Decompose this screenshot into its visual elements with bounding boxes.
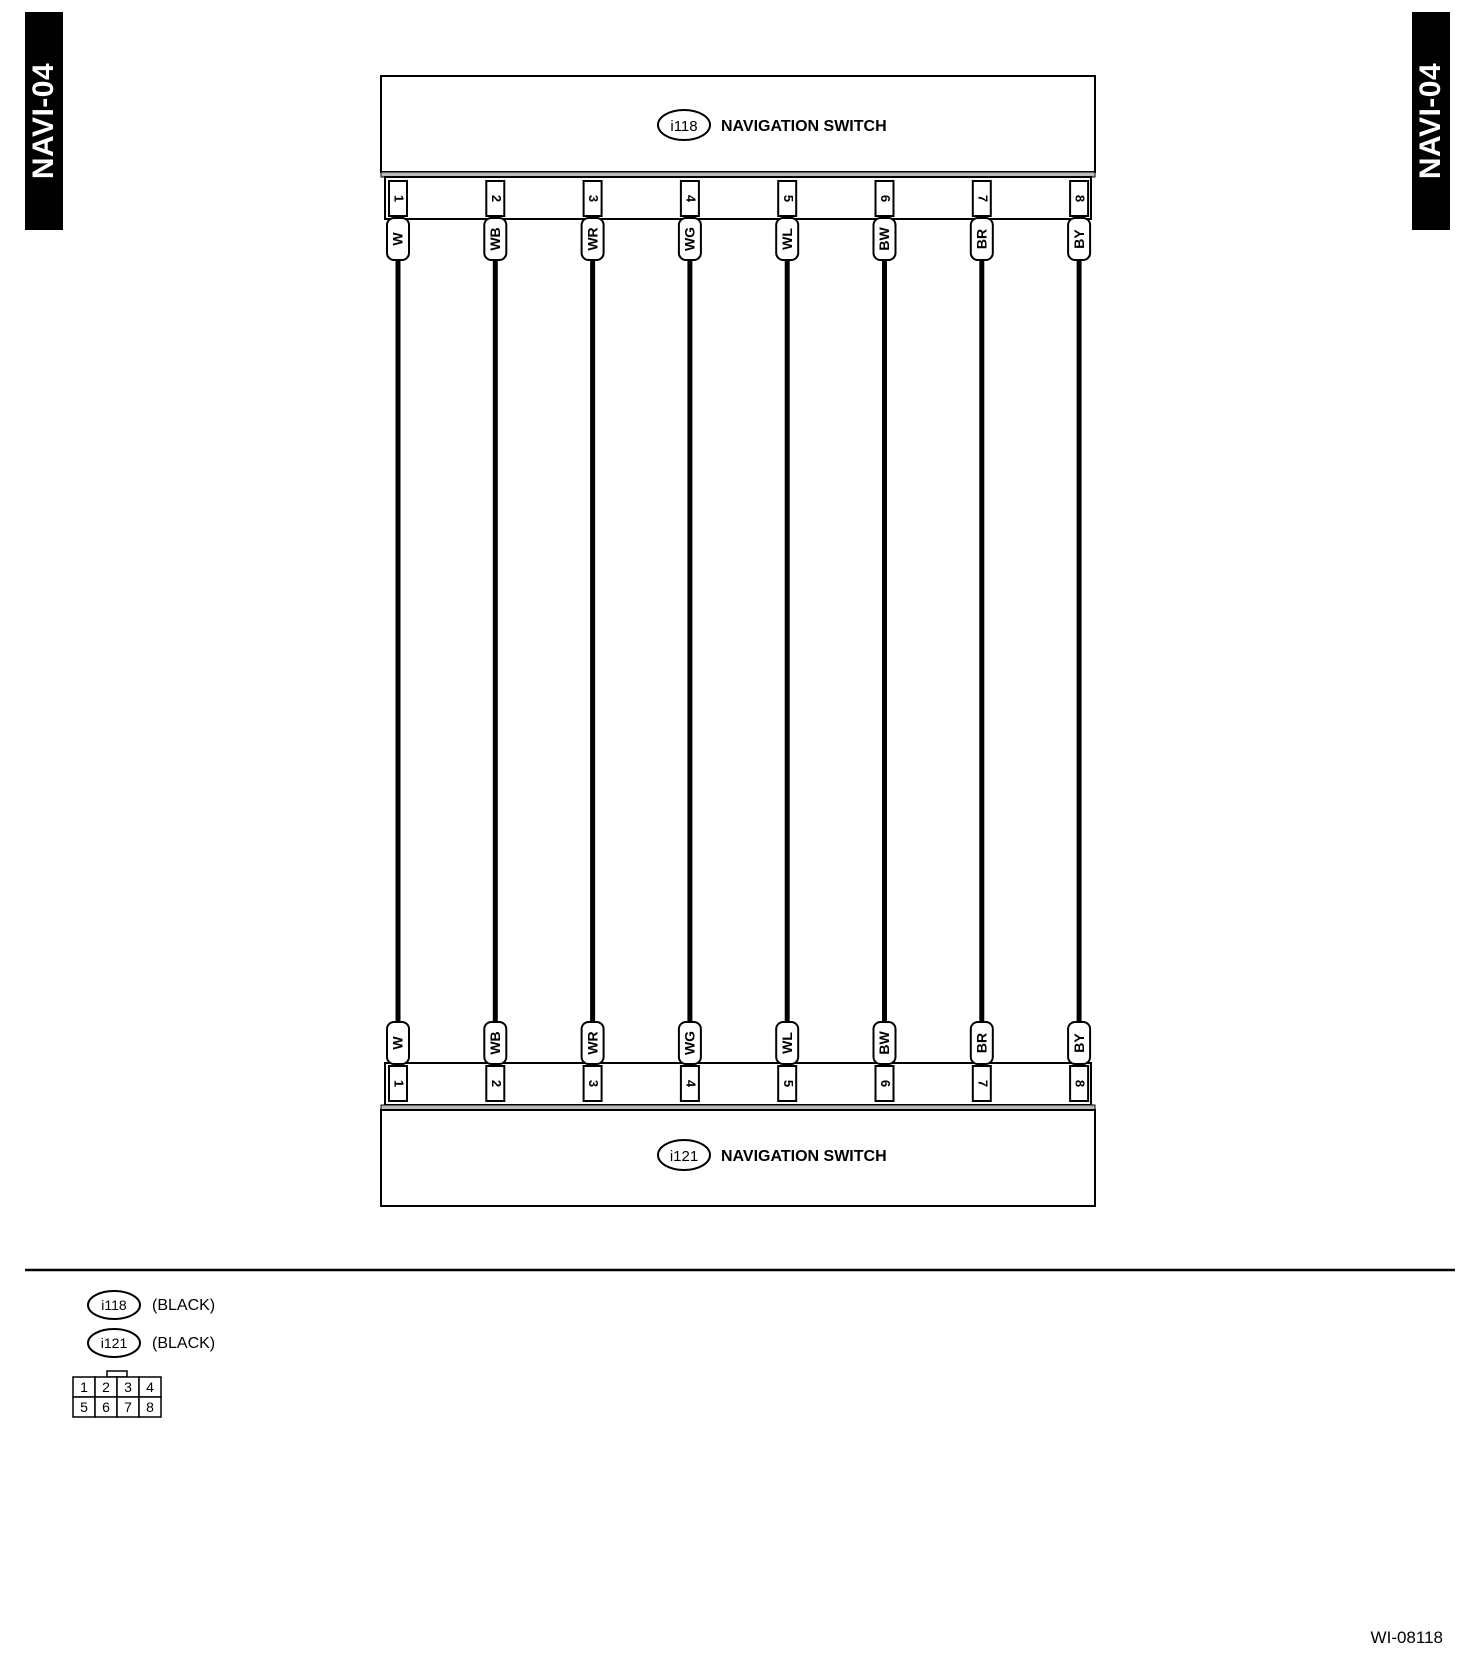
bottom-wire-color-label: BW: [876, 1031, 893, 1055]
bottom-pin-number: 6: [878, 1079, 894, 1088]
bottom-wire-color-label: WR: [584, 1031, 601, 1055]
pin-cell-number: 5: [80, 1399, 88, 1415]
wire-7: [971, 181, 993, 1101]
top-pin-number: 7: [975, 194, 991, 203]
connector-pin-layout: [73, 1371, 161, 1417]
bottom-pin-number: 5: [780, 1079, 796, 1088]
top-pin-number: 1: [391, 194, 407, 203]
connector-lock-tab: [107, 1371, 127, 1377]
legend-id-1: i118: [101, 1297, 127, 1313]
page-tab-right-label: NAVI-04: [1414, 62, 1447, 180]
top-wire-color-label: WR: [584, 227, 601, 251]
top-pin-number: 3: [586, 194, 602, 203]
bottom-wire-color-label: W: [389, 1036, 406, 1050]
bottom-wire-color-label: WB: [487, 1031, 504, 1055]
top-connector-id: i118: [670, 118, 698, 135]
wire-4: [679, 181, 701, 1101]
wire-8: [1068, 181, 1090, 1101]
top-wire-color-label: WL: [778, 228, 795, 250]
bottom-pin-number: 2: [488, 1079, 504, 1088]
bottom-wire-color-label: WG: [681, 1030, 698, 1056]
pin-cell-number: 3: [124, 1379, 132, 1395]
legend-note-1: (BLACK): [152, 1297, 216, 1314]
top-wire-color-label: WB: [487, 227, 504, 251]
bottom-wire-color-label: WL: [778, 1032, 795, 1054]
pin-cell-number: 1: [80, 1379, 88, 1395]
top-pin-number: 6: [878, 194, 894, 203]
wire-2: [484, 181, 506, 1101]
top-wire-color-label: BY: [1070, 229, 1087, 249]
top-wire-color-label: W: [389, 232, 406, 246]
pin-cell-number: 7: [124, 1399, 132, 1415]
top-wire-color-label: BW: [876, 227, 893, 251]
page-tab-left-label: NAVI-04: [27, 62, 60, 180]
top-pin-number: 5: [780, 194, 796, 203]
bottom-pin-number: 3: [586, 1079, 602, 1088]
wire-5: [776, 181, 798, 1101]
bottom-pin-number: 7: [975, 1079, 991, 1088]
pin-cell-number: 4: [146, 1379, 154, 1395]
bottom-connector-name: NAVIGATION SWITCH: [721, 1148, 887, 1165]
top-pin-number: 2: [488, 194, 504, 203]
wire-6: [874, 181, 896, 1101]
pin-cell-number: 8: [146, 1399, 154, 1415]
bottom-pin-number: 8: [1072, 1079, 1088, 1088]
pin-cell-number: 6: [102, 1399, 110, 1415]
legend-id-2: i121: [100, 1335, 128, 1351]
wire-3: [582, 181, 604, 1101]
bottom-pin-number: 4: [683, 1079, 699, 1088]
bottom-connector-id: i121: [669, 1148, 699, 1165]
top-connector-name: NAVIGATION SWITCH: [721, 118, 887, 135]
document-code: WI-08118: [1370, 1628, 1443, 1647]
legend-note-2: (BLACK): [152, 1335, 216, 1352]
bottom-wire-color-label: BR: [973, 1032, 990, 1054]
bottom-pin-number: 1: [391, 1079, 407, 1088]
wire-1: [387, 181, 409, 1101]
pin-cell-number: 2: [102, 1379, 110, 1395]
top-wire-color-label: BR: [973, 228, 990, 250]
wire-group: [387, 181, 1090, 1101]
top-pin-number: 8: [1072, 194, 1088, 203]
top-pin-number: 4: [683, 194, 699, 203]
top-wire-color-label: WG: [681, 226, 698, 252]
bottom-wire-color-label: BY: [1070, 1033, 1087, 1053]
